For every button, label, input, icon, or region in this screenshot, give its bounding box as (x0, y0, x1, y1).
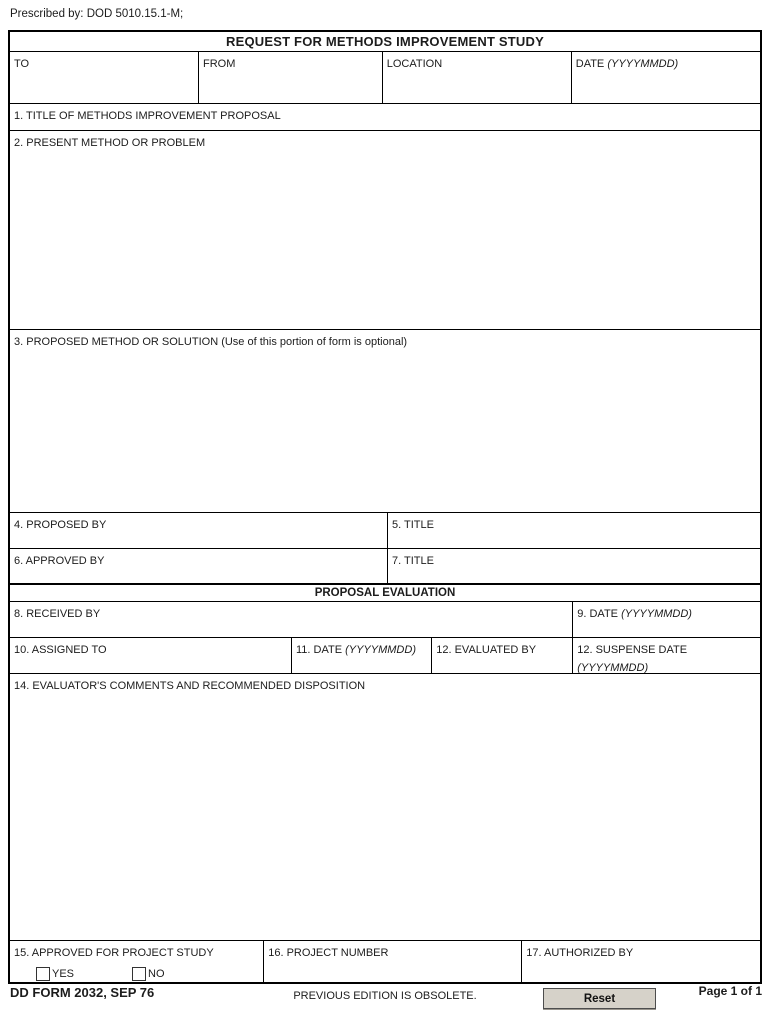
reset-button[interactable]: Reset (543, 988, 656, 1009)
field-12-suspense-label: 12. SUSPENSE DATE (577, 644, 688, 656)
yes-option (36, 967, 74, 981)
form-title-row (10, 32, 760, 52)
field-12-suspense-date[interactable] (573, 638, 760, 673)
field-to[interactable] (10, 52, 199, 103)
field-7-label: 7. TITLE (392, 555, 434, 567)
no-label: NO (148, 968, 165, 980)
field-10-label: 10. ASSIGNED TO (14, 644, 107, 656)
no-checkbox[interactable] (132, 967, 146, 981)
field-8-9-row (10, 602, 760, 638)
field-11-format: (YYYYMMDD) (345, 644, 416, 656)
field-9-format: (YYYYMMDD) (621, 608, 692, 620)
field-6-7-row (10, 549, 760, 585)
field-3-row (10, 330, 760, 513)
field-to-label: TO (14, 58, 30, 70)
page-indicator: Page 1 of 1 (698, 984, 762, 998)
field-7-title[interactable] (388, 549, 760, 583)
field-date-label: DATE (575, 58, 608, 70)
form-title: REQUEST FOR METHODS IMPROVEMENT STUDY (226, 34, 544, 49)
field-location[interactable] (383, 52, 572, 103)
field-location-label: LOCATION (386, 58, 443, 70)
field-6-label: 6. APPROVED BY (14, 555, 105, 567)
field-3-label: 3. PROPOSED METHOD OR SOLUTION (Use of this portion of form is optional) (14, 336, 408, 348)
field-1-row (10, 104, 760, 131)
proposal-evaluation-title: PROPOSAL EVALUATION (314, 587, 456, 599)
field-date[interactable] (572, 52, 760, 103)
field-11-date[interactable] (292, 638, 432, 673)
field-from-label: FROM (203, 58, 236, 70)
field-12-evaluated-label: 12. EVALUATED BY (436, 644, 537, 656)
dd-form-2032-table (8, 30, 762, 984)
field-8-label: 8. RECEIVED BY (14, 608, 101, 620)
field-16-label: 16. PROJECT NUMBER (268, 947, 389, 959)
field-14-label: 14. EVALUATOR'S COMMENTS AND RECOMMENDED DISPOSITION (14, 680, 366, 692)
field-3-proposed-method[interactable] (10, 330, 760, 512)
field-date-format: (YYYYMMDD) (607, 58, 679, 70)
field-14-row (10, 674, 760, 941)
form-id: DD FORM 2032, SEP 76 (10, 985, 155, 1000)
field-2-present-method[interactable] (10, 131, 760, 329)
field-10-assigned-to[interactable] (10, 638, 292, 673)
prescribed-by-note: Prescribed by: DOD 5010.15.1-M; (10, 8, 184, 20)
obsolete-note: PREVIOUS EDITION IS OBSOLETE. (293, 990, 477, 1002)
field-12-suspense-format: (YYYYMMDD) (577, 662, 649, 673)
field-15-approved-for-project-study (10, 941, 264, 982)
field-1-label: 1. TITLE OF METHODS IMPROVEMENT PROPOSAL (14, 110, 281, 122)
field-17-label: 17. AUTHORIZED BY (526, 947, 634, 959)
field-2-label: 2. PRESENT METHOD OR PROBLEM (14, 137, 206, 149)
field-12-evaluated-by[interactable] (432, 638, 573, 673)
field-15-label: 15. APPROVED FOR PROJECT STUDY (14, 947, 214, 959)
field-4-proposed-by[interactable] (10, 513, 388, 548)
field-6-approved-by[interactable] (10, 549, 388, 583)
field-14-evaluators-comments[interactable] (10, 674, 760, 940)
field-9-label: 9. DATE (577, 608, 622, 620)
field-8-received-by[interactable] (10, 602, 573, 637)
no-option (132, 967, 165, 981)
field-5-label: 5. TITLE (392, 519, 434, 531)
field-from[interactable] (199, 52, 383, 103)
field-5-title[interactable] (388, 513, 760, 548)
field-1-title-of-proposal[interactable] (10, 104, 760, 130)
yes-label: YES (52, 968, 75, 980)
field-4-5-row (10, 513, 760, 549)
header-row (10, 52, 760, 104)
field-15-options (36, 967, 259, 981)
proposal-evaluation-section-header (10, 585, 760, 602)
field-15-17-row (10, 941, 760, 982)
field-2-row (10, 131, 760, 330)
field-16-project-number[interactable] (264, 941, 522, 982)
field-9-date[interactable] (573, 602, 760, 637)
field-4-label: 4. PROPOSED BY (14, 519, 107, 531)
field-17-authorized-by[interactable] (522, 941, 760, 982)
field-10-12-row (10, 638, 760, 674)
yes-checkbox[interactable] (36, 967, 50, 981)
field-11-label: 11. DATE (295, 644, 346, 656)
